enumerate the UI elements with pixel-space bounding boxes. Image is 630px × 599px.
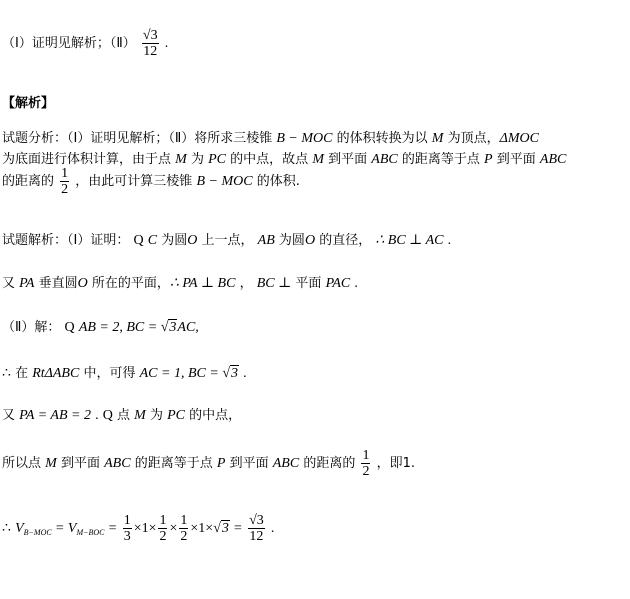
solution-line-3 [2, 316, 199, 336]
analysis-line-3 [2, 166, 300, 197]
math: AB = 2, BC = [78, 320, 161, 335]
text: 所在的平面， [91, 276, 170, 291]
math: RtΔABC [32, 366, 80, 381]
answer-fraction [142, 28, 159, 59]
symbol: . [95, 408, 99, 423]
text: 的距离等于点 [134, 456, 213, 471]
math: AC, [177, 320, 199, 335]
solution-final-formula [2, 513, 274, 544]
math: PC [167, 408, 186, 423]
text: 试题分析：（Ⅰ）证明见解析；（Ⅱ）将所求三棱锥 [2, 131, 273, 146]
fraction-half [361, 448, 370, 479]
math: M [45, 456, 57, 471]
text: 又 [2, 408, 16, 423]
text: 的距离的 [2, 174, 55, 189]
analysis-heading: 【解析】 [2, 96, 55, 111]
text: ， [239, 276, 253, 291]
math: P [216, 456, 226, 471]
symbol: = [108, 521, 117, 536]
answer-line [2, 28, 168, 59]
answer-part2: （Ⅱ） [109, 36, 136, 51]
symbol: ∴ [2, 366, 11, 381]
fraction [158, 513, 167, 544]
fraction-result [248, 513, 265, 544]
text: ，由此可计算三棱锥 [75, 174, 193, 189]
symbol: = [234, 521, 242, 536]
text: 的距离等于点 [401, 152, 480, 167]
math: V [67, 521, 77, 536]
denominator: 2 [61, 182, 69, 197]
solution-line-2 [2, 272, 358, 292]
text: 为 [149, 408, 163, 423]
math: ABC [371, 152, 398, 167]
math: M [431, 131, 444, 146]
answer-part1: （Ⅰ）证明见解析； [2, 36, 110, 51]
text: 到平面 [229, 456, 269, 471]
text: 上一点， [201, 233, 254, 248]
text: 所以点 [2, 456, 42, 471]
denominator: 3 [123, 529, 131, 544]
text: 垂直圆 [38, 276, 78, 291]
radicand: 3 [231, 366, 238, 381]
math: P [484, 152, 493, 167]
math: ABC [104, 456, 131, 471]
math: M [175, 152, 187, 167]
fraction [123, 513, 132, 544]
math: PC [208, 152, 227, 167]
fraction [179, 513, 188, 544]
text: 为圆 [278, 233, 305, 248]
numerator: 1 [180, 513, 188, 528]
analysis-line-1 [2, 127, 539, 147]
text: 为 [190, 152, 204, 167]
math: ∴ PA ⊥ BC [169, 276, 236, 291]
text: 到平面 [328, 152, 368, 167]
text: 的体积. [256, 174, 300, 189]
subscript: M−BOC [76, 528, 105, 537]
math: M [312, 152, 324, 167]
symbol: Q [102, 408, 113, 423]
text: 试题解析：（Ⅰ）证明： [2, 233, 130, 248]
math: M [134, 408, 146, 423]
numerator: 1 [123, 513, 131, 528]
sqrt: √3 [213, 521, 229, 536]
sqrt: √3 [222, 366, 238, 381]
text: 的中点，故点 [230, 152, 309, 167]
math: ABC [272, 456, 300, 471]
math: O [77, 276, 88, 291]
symbol: × [169, 521, 178, 536]
solution-line-6 [2, 448, 415, 479]
math: AB [257, 233, 275, 248]
solution-line-4 [2, 362, 247, 382]
answer-fraction-numerator: √3 [142, 28, 158, 43]
math: O [187, 233, 198, 248]
math: V [15, 521, 24, 536]
symbol: = [55, 521, 64, 536]
numerator: √3 [249, 513, 264, 528]
sqrt: √3 [160, 320, 177, 335]
answer-end: . [164, 36, 169, 51]
denominator: 2 [159, 529, 167, 544]
math: PAC [325, 276, 351, 291]
solution-line-1 [2, 229, 451, 249]
radicand: 3 [221, 521, 229, 536]
answer-fraction-denominator: 12 [143, 44, 158, 59]
symbol: . [270, 521, 275, 536]
text: 为顶点， [447, 131, 500, 146]
symbol: ×1× [190, 521, 214, 536]
text: 到平面 [60, 456, 100, 471]
solution-line-5 [2, 404, 241, 424]
denominator: 12 [249, 529, 264, 544]
numerator: 1 [159, 513, 167, 528]
numerator: 1 [362, 448, 370, 463]
math: BC ⊥ [256, 276, 292, 291]
math: C [147, 233, 158, 248]
symbol: Q [64, 320, 75, 335]
numerator: 1 [61, 166, 69, 181]
symbol: . [243, 366, 247, 381]
text: 为底面进行体积计算，由于点 [2, 152, 172, 167]
math: AC = 1, BC = [139, 366, 223, 381]
symbol: . [354, 276, 358, 291]
text: （Ⅱ）解： [2, 320, 61, 335]
text: 在 [15, 366, 29, 381]
text: 到平面 [496, 152, 536, 167]
text: 为圆 [161, 233, 188, 248]
radicand: 3 [169, 320, 177, 335]
analysis-line-2 [2, 148, 566, 168]
math: ∴ BC ⊥ AC [375, 233, 444, 248]
text: 又 [2, 276, 16, 291]
text: 的距离的 [303, 456, 356, 471]
text: 平面 [295, 276, 322, 291]
math: B − MOC [276, 131, 333, 146]
text: 的直径， [319, 233, 372, 248]
text: 点 [117, 408, 131, 423]
text: 的中点， [189, 408, 242, 423]
math: O [304, 233, 316, 248]
math: ΔMOC [499, 131, 539, 146]
text: 中，可得 [83, 366, 136, 381]
denominator: 2 [362, 464, 370, 479]
math: ABC [539, 152, 567, 167]
math: PA = AB = 2 [19, 408, 91, 423]
math: PA [19, 276, 35, 291]
text: 的体积转换为以 [336, 131, 428, 146]
symbol: ∴ [2, 521, 11, 536]
subscript: B−MOC [23, 528, 52, 537]
fraction-half [60, 166, 69, 197]
symbol: . [447, 233, 452, 248]
denominator: 2 [180, 529, 188, 544]
math: B − MOC [196, 174, 253, 189]
symbol: ×1× [133, 521, 157, 536]
symbol: Q [133, 233, 144, 248]
text: ，即1. [376, 456, 416, 471]
